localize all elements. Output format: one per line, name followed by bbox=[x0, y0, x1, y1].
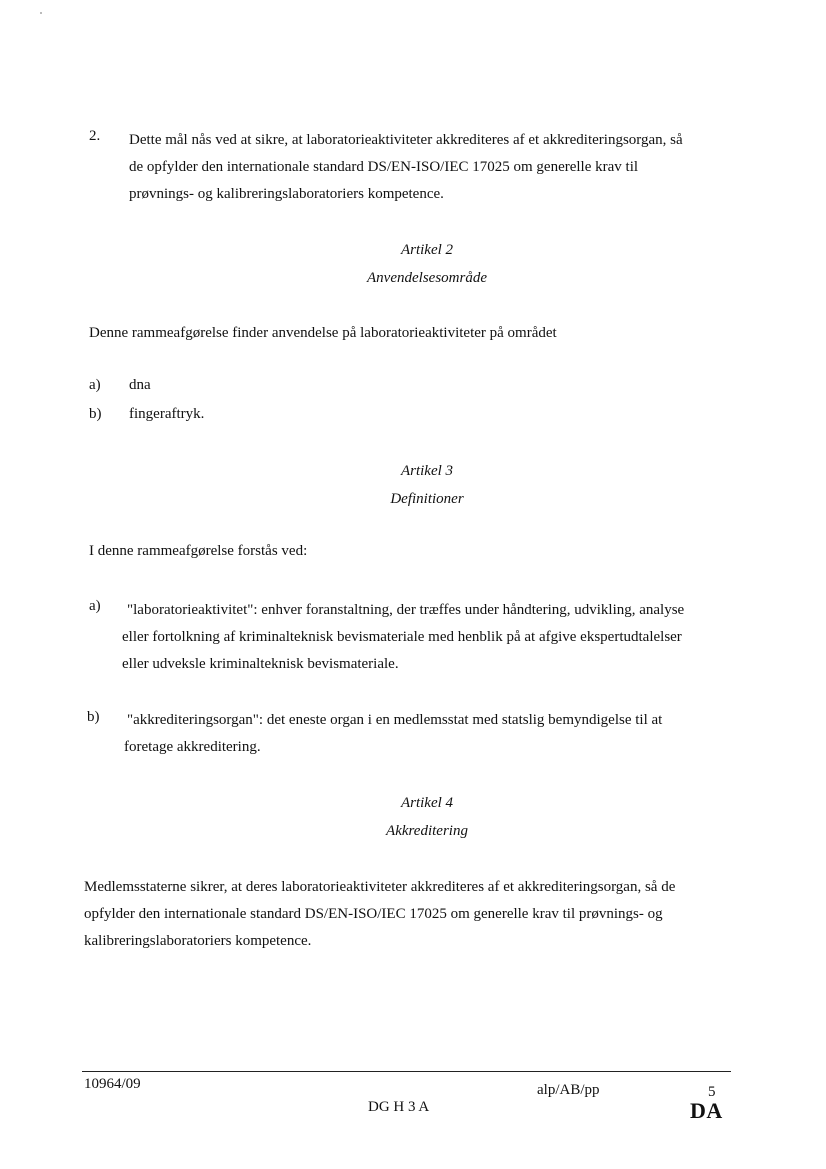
article-4-heading: Artikel 4 bbox=[400, 795, 454, 811]
article-3-item-b-label: b) bbox=[87, 709, 100, 725]
section-2-line-2: de opfylder den internationale standard DS/EN-ISO/IEC 17025 om generelle krav til bbox=[129, 159, 639, 175]
article-3-item-a-line-3: eller udveksle kriminalteknisk bevismateriale. bbox=[122, 656, 399, 672]
article-4-line-3: kalibreringslaboratoriers kompetence. bbox=[84, 933, 312, 949]
article-4-title: Akkreditering bbox=[386, 823, 468, 839]
article-4-line-1: Medlemsstaterne sikrer, at deres laboratorieaktiviteter akkrediteres af et akkrediteringsorgan, så de bbox=[84, 879, 676, 895]
article-2-item-a-text: dna bbox=[129, 377, 151, 393]
article-3-title: Definitioner bbox=[390, 491, 464, 507]
footer-doc-number: 10964/09 bbox=[84, 1076, 141, 1092]
footer-page-number: 5 bbox=[708, 1084, 716, 1100]
scan-speck bbox=[40, 12, 42, 14]
article-3-intro: I denne rammeafgørelse forstås ved: bbox=[89, 543, 308, 559]
article-3-item-a-line-2: eller fortolkning af kriminalteknisk bevismateriale med henblik på at afgive ekspertudtalelser bbox=[122, 629, 682, 645]
article-3-item-a-label: a) bbox=[89, 598, 101, 614]
article-2-item-b-label: b) bbox=[89, 406, 102, 422]
footer-initials: alp/AB/pp bbox=[537, 1082, 600, 1098]
article-4-line-2: opfylder den internationale standard DS/EN-ISO/IEC 17025 om generelle krav til prøvnings- og bbox=[84, 906, 663, 922]
article-3-item-b-line-2: foretage akkreditering. bbox=[124, 739, 261, 755]
article-3-heading: Artikel 3 bbox=[400, 463, 454, 479]
article-2-intro: Denne rammeafgørelse finder anvendelse på laboratorieaktiviteter på området bbox=[89, 325, 557, 341]
section-2-line-3: prøvnings- og kalibreringslaboratoriers kompetence. bbox=[129, 186, 444, 202]
article-2-item-b-text: fingeraftryk. bbox=[129, 406, 205, 422]
footer-language: DA bbox=[690, 1098, 723, 1123]
article-2-item-a-label: a) bbox=[89, 377, 101, 393]
section-2-number: 2. bbox=[89, 128, 101, 144]
article-2-title: Anvendelsesområde bbox=[367, 270, 487, 286]
footer-rule bbox=[82, 1071, 731, 1072]
article-3-item-a-line-1: "laboratorieaktivitet": enhver foranstaltning, der træffes under håndtering, udvikling, analyse bbox=[127, 602, 685, 618]
article-2-heading: Artikel 2 bbox=[400, 242, 454, 258]
footer-dg: DG H 3 A bbox=[368, 1099, 430, 1115]
article-3-item-b-line-1: "akkrediteringsorgan": det eneste organ i en medlemsstat med statslig bemyndigelse til at bbox=[127, 712, 663, 728]
section-2-line-1: Dette mål nås ved at sikre, at laboratorieaktiviteter akkrediteres af et akkrediteringsorgan, så bbox=[129, 132, 683, 148]
